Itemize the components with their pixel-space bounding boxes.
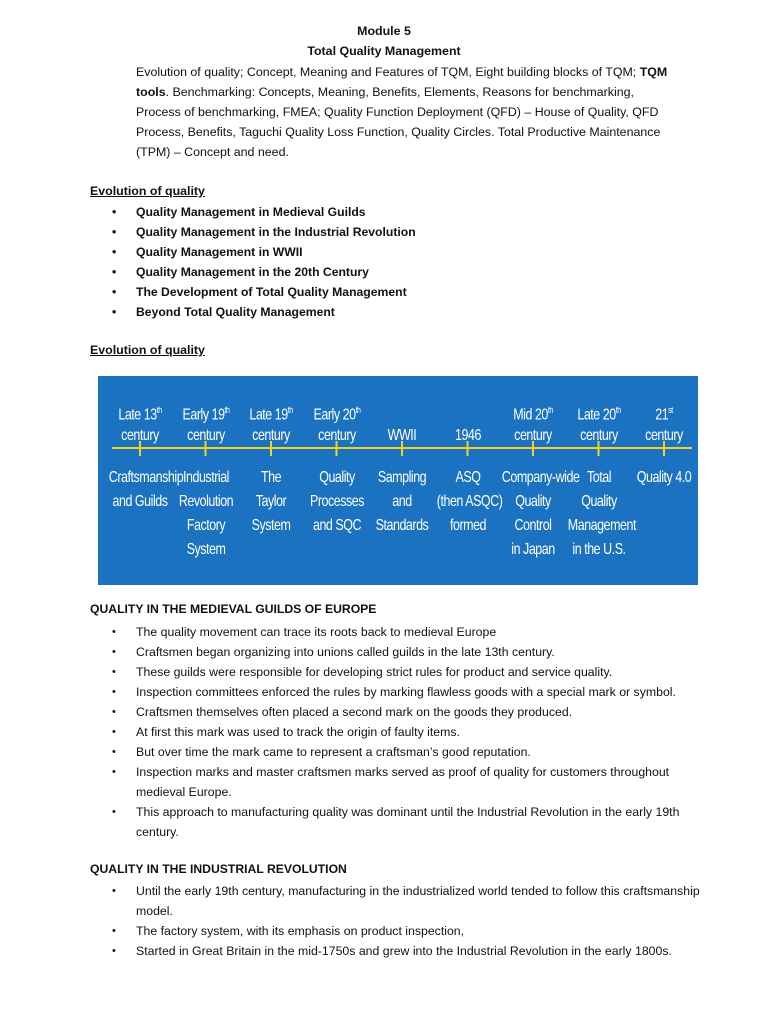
- timeline-event-line: Sampling: [377, 469, 427, 486]
- timeline-event-line: (then ASQC): [436, 493, 502, 510]
- timeline-event-label: [567, 466, 636, 562]
- timeline-period-line: Early 20th: [313, 405, 360, 424]
- ordinal-suffix: th: [615, 405, 621, 415]
- timeline-period-line: 21st: [655, 405, 673, 424]
- timeline-event-line: System: [251, 517, 291, 534]
- timeline-event-label: [108, 466, 184, 514]
- list-item: • Craftsmen themselves often placed a second mark on the goods they produced.: [0, 702, 700, 722]
- guilds-heading: QUALITY IN THE MEDIEVAL GUILDS OF EUROPE: [90, 602, 377, 616]
- ordinal-suffix: th: [287, 405, 293, 415]
- timeline-event-line: Quality: [318, 469, 355, 486]
- list-item: • Quality Management in Medieval Guilds: [0, 202, 416, 222]
- timeline-period-label: [502, 398, 564, 448]
- list-item: • Inspection marks and master craftsmen marks served as proof of quality for customers throughout medieval Europe.: [0, 762, 700, 802]
- timeline-event-line: Quality 4.0: [636, 469, 692, 486]
- timeline-period-label: [633, 398, 695, 448]
- timeline-period-line: century: [645, 427, 683, 444]
- timeline-event-line: ASQ: [455, 469, 480, 486]
- timeline-event-line: Industrial: [182, 469, 229, 486]
- timeline-event-line: Management: [567, 517, 636, 534]
- ordinal-suffix: th: [547, 405, 553, 415]
- syllabus-line-1: [136, 62, 696, 82]
- timeline-period-line: [371, 398, 433, 423]
- timeline-period-line: 1946: [454, 427, 481, 444]
- list-item: • The factory system, with its emphasis on product inspection,: [0, 921, 700, 941]
- evolution-topic-list: [0, 202, 416, 322]
- syllabus-text-1: Evolution of quality; Concept, Meaning and Features of TQM, Eight building blocks of TQM;: [136, 65, 640, 79]
- timeline-heading: Evolution of quality: [90, 343, 205, 357]
- list-item: • Started in Great Britain in the mid-1750s and grew into the Industrial Revolution in the early 1800s.: [0, 941, 700, 961]
- list-item: • Quality Management in the Industrial Revolution: [0, 222, 416, 242]
- timeline-event-line: formed: [449, 517, 486, 534]
- timeline-period-line: century: [252, 427, 290, 444]
- timeline-period-line: century: [186, 427, 225, 444]
- timeline-event-line: Quality: [515, 493, 551, 510]
- module-label: Module 5: [357, 24, 411, 38]
- timeline-period-label: [174, 398, 236, 448]
- list-item: • Beyond Total Quality Management: [0, 302, 416, 322]
- timeline-period-label: [305, 398, 367, 448]
- timeline-event-line: Standards: [375, 517, 429, 534]
- timeline-event-line: and Guilds: [112, 493, 168, 510]
- timeline-period-label: [240, 398, 302, 448]
- timeline-period-line: century: [514, 427, 552, 444]
- timeline-period-label: [567, 398, 629, 448]
- syllabus-line-2: [136, 82, 696, 102]
- syllabus-line-5: (TPM) – Concept and need.: [136, 145, 289, 159]
- syllabus-text-2: . Benchmarking: Concepts, Meaning, Benefits, Elements, Reasons for benchmarking,: [165, 85, 634, 99]
- list-item: • Quality Management in WWII: [0, 242, 416, 262]
- industrial-bullet-list: [0, 881, 700, 961]
- timeline-event-label: [371, 466, 433, 538]
- list-item: • But over time the mark came to represent a craftsman’s good reputation.: [0, 742, 700, 762]
- list-item: • At first this mark was used to track the origin of faulty items.: [0, 722, 700, 742]
- list-item: • The Development of Total Quality Management: [0, 282, 416, 302]
- list-item: • The quality movement can trace its roots back to medieval Europe: [0, 622, 700, 642]
- timeline-event-line: and SQC: [312, 517, 361, 534]
- list-item: • This approach to manufacturing quality was dominant until the Industrial Revolution in the early 19th century.: [0, 802, 700, 842]
- syllabus-bold-tqm: TQM: [639, 65, 668, 79]
- timeline-event-line: System: [186, 541, 225, 558]
- timeline-period-line: WWII: [387, 427, 417, 444]
- timeline-event-label: [305, 466, 367, 538]
- timeline-period-line: Mid 20th: [513, 405, 553, 424]
- page-title: Total Quality Management: [307, 44, 461, 58]
- timeline-event-line: Factory: [186, 517, 225, 534]
- syllabus-bold-tools: tools: [136, 85, 166, 99]
- timeline-event-label: [240, 466, 302, 538]
- list-item: • Inspection committees enforced the rules by marking flawless goods with a special mark or symbol.: [0, 682, 700, 702]
- timeline-event-line: Quality: [580, 493, 617, 510]
- timeline-period-line: Late 20th: [576, 405, 621, 424]
- syllabus-line-3: Process of benchmarking, FMEA; Quality Function Deployment (QFD) – House of Quality, QFD: [136, 105, 659, 119]
- ordinal-suffix: st: [668, 405, 673, 415]
- ordinal-suffix: th: [156, 405, 162, 415]
- evolution-heading: Evolution of quality: [90, 184, 205, 198]
- industrial-heading: QUALITY IN THE INDUSTRIAL REVOLUTION: [90, 862, 347, 876]
- timeline-event-line: Control: [514, 517, 552, 534]
- quality-evolution-timeline: [98, 376, 698, 585]
- syllabus-line-4: Process, Benefits, Taguchi Quality Loss Function, Quality Circles. Total Productive Maintenance: [136, 125, 661, 139]
- ordinal-suffix: th: [355, 405, 360, 415]
- list-item: • Craftsmen began organizing into unions called guilds in the late 13th century.: [0, 642, 700, 662]
- timeline-period-line: century: [121, 427, 159, 444]
- timeline-event-line: Taylor: [255, 493, 287, 510]
- ordinal-suffix: th: [224, 405, 229, 415]
- module-syllabus: [136, 62, 696, 162]
- timeline-event-line: Company-wide: [501, 469, 580, 486]
- timeline-event-line: Processes: [309, 493, 364, 510]
- timeline-event-line: Revolution: [178, 493, 233, 510]
- timeline-event-line: and: [392, 493, 412, 510]
- timeline-period-label: [371, 398, 433, 448]
- timeline-period-line: Late 13th: [118, 405, 162, 424]
- timeline-period-label: [109, 398, 171, 448]
- list-item: • These guilds were responsible for developing strict rules for product and service quality.: [0, 662, 700, 682]
- timeline-event-line: Craftsmanship: [108, 469, 184, 486]
- timeline-period-line: [436, 398, 498, 423]
- timeline-period-line: century: [317, 427, 356, 444]
- timeline-period-label: [436, 398, 498, 448]
- timeline-event-line: in the U.S.: [571, 541, 626, 558]
- timeline-event-label: [174, 466, 236, 562]
- timeline-period-line: Late 19th: [249, 405, 293, 424]
- list-item: • Quality Management in the 20th Century: [0, 262, 416, 282]
- timeline-event-label: [633, 466, 695, 490]
- timeline-event-line: in Japan: [511, 541, 555, 558]
- timeline-event-label: [436, 466, 502, 538]
- timeline-period-line: century: [579, 427, 618, 444]
- timeline-event-label: [501, 466, 580, 562]
- timeline-event-line: Total: [586, 469, 611, 486]
- guilds-bullet-list: [0, 622, 700, 842]
- timeline-period-line: Early 19th: [182, 405, 229, 424]
- timeline-event-line: The: [260, 469, 282, 486]
- list-item: • Until the early 19th century, manufacturing in the industrialized world tended to follow this craftsmanship model.: [0, 881, 700, 921]
